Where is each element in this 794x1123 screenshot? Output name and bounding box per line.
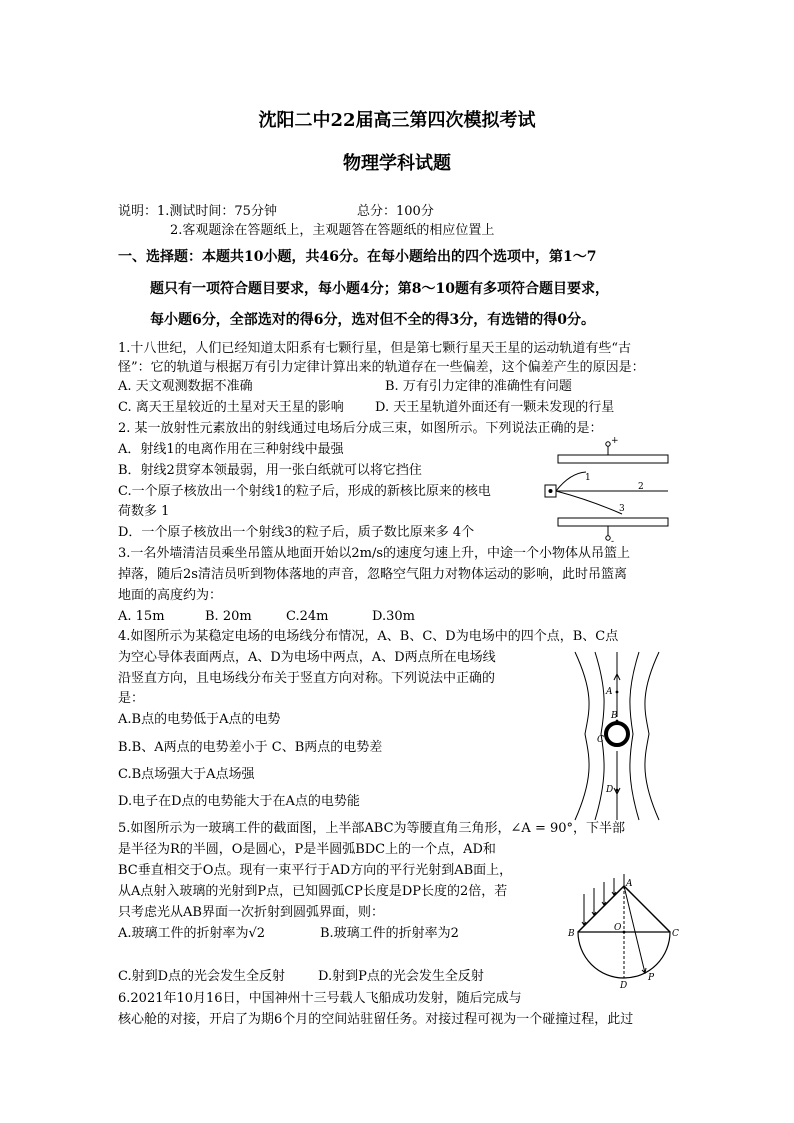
q4-option-b: B.B、A两点的电势差小于 C、B两点的电势差 xyxy=(118,740,383,755)
q1-option-c: C. 离天王星较近的土星对天王星的影响 xyxy=(118,400,344,415)
q5-glass-prism-figure xyxy=(566,880,681,992)
q2-ray3-label: 3 xyxy=(619,504,625,514)
q4-stem-line2: 为空心导体表面两点，A、D为电场中两点，A、D两点所在电场线 xyxy=(118,650,496,665)
q2-ray2-label: 2 xyxy=(638,482,644,492)
q3-option-d: D.30m xyxy=(372,609,415,624)
q5-option-a: A.玻璃工件的折射率为√2 xyxy=(118,926,266,941)
q6-stem-line1: 6.2021年10月16日，中国神州十三号载人飞船成功发射，随后完成与 xyxy=(118,991,522,1006)
q5-point-a: A xyxy=(626,879,633,889)
q6-stem-line2: 核心舱的对接，开启了为期6个月的空间站驻留任务。对接过程可视为一个碰撞过程，此过 xyxy=(118,1012,634,1027)
q5-option-c: C.射到D点的光会发生全反射 xyxy=(118,969,286,984)
q4-option-a: A.B点的电势低于A点的电势 xyxy=(118,712,281,727)
exam-subtitle: 物理学科试题 xyxy=(343,153,451,174)
q1-option-a: A. 天文观测数据不准确 xyxy=(118,379,253,394)
q1-option-b: B. 万有引力定律的准确性有问题 xyxy=(385,379,572,394)
q4-option-d: D.电子在D点的电势能大于在A点的电势能 xyxy=(118,794,360,809)
q5-option-b: B.玻璃工件的折射率为2 xyxy=(320,926,459,941)
q5-point-c: C xyxy=(672,929,679,939)
q2-option-c-line1: C.一个原子核放出一个射线1的粒子后，形成的新核比原来的核电 xyxy=(118,484,491,499)
q2-radiation-figure xyxy=(540,436,670,548)
q5-stem-line5: 只考虑光从AB界面一次折射到圆弧界面，则： xyxy=(118,905,384,920)
q5-stem-line1: 5.如图所示为一玻璃工件的截面图，上半部ABC为等腰直角三角形，∠A = 90°，下半部 xyxy=(118,821,626,836)
q3-stem-line2: 掉落，随后2s清洁员听到物体落地的声音，忽略空气阻力对物体运动的影响，此时吊篮离 xyxy=(118,567,627,582)
q4-point-d: D xyxy=(606,785,614,795)
q5-stem-line2: 是半径为R的半圆，O是圆心，P是半圆弧BDC上的一个点，AD和 xyxy=(118,842,496,857)
q4-option-c: C.B点场强大于A点场强 xyxy=(118,767,255,782)
q2-minus-label: - xyxy=(611,537,615,547)
q3-stem-line1: 3.一名外墙清洁员乘坐吊篮从地面开始以2m/s的速度匀速上升，中途一个小物体从吊篮上 xyxy=(118,546,631,561)
q3-stem-line3: 地面的高度约为： xyxy=(118,588,223,603)
instructions-total: 总分：100分 xyxy=(357,204,434,219)
q5-point-b: B xyxy=(568,929,575,939)
q1-stem-line1: 1.十八世纪，人们已经知道太阳系有七颗行星，但是第七颗行星天王星的运动轨道有些“古 xyxy=(118,341,632,356)
q4-point-c: C xyxy=(597,735,604,745)
q2-plus-label: + xyxy=(611,436,619,446)
q4-stem-line4: 是： xyxy=(118,691,145,706)
q2-option-c-line2: 荷数多 1 xyxy=(118,504,170,519)
q5-stem-line4: 从A点射入玻璃的光射到P点，已知圆弧CP长度是DP长度的2倍，若 xyxy=(118,884,508,899)
q5-point-p: P xyxy=(648,973,655,983)
q3-option-c: C.24m xyxy=(286,609,329,624)
q2-stem: 2. 某一放射性元素放出的射线通过电场后分成三束，如图所示。下列说法正确的是： xyxy=(118,421,603,436)
q3-option-b: B. 20m xyxy=(205,609,252,624)
q3-option-a: A. 15m xyxy=(118,609,165,624)
section-heading-line2: 题只有一项符合题目要求，每小题4分；第8～10题有多项符合题目要求， xyxy=(150,281,609,297)
q4-stem-line3: 沿竖直方向，且电场线分布关于竖直方向对称。下列说法中正确的 xyxy=(118,671,496,686)
q5-point-o: O xyxy=(614,923,622,933)
q5-point-d: D xyxy=(620,981,628,991)
q2-ray1-label: 1 xyxy=(585,473,591,483)
q5-stem-line3: BC垂直相交于O点。现有一束平行于AD方向的平行光射到AB面上， xyxy=(118,863,513,878)
q4-stem-line1: 4.如图所示为某稳定电场的电场线分布情况，A、B、C、D为电场中的四个点，B、C点 xyxy=(118,629,619,644)
q2-option-a: A．射线1的电离作用在三种射线中最强 xyxy=(118,442,344,457)
q2-option-b: B．射线2贯穿本领最弱，用一张白纸就可以将它挡住 xyxy=(118,463,422,478)
q4-electric-field-figure xyxy=(565,650,675,822)
q5-option-d: D.射到P点的光会发生全反射 xyxy=(318,969,484,984)
q1-stem-line2: 怪”：它的轨道与根据万有引力定律计算出来的轨道存在一些偏差，这个偏差产生的原因是： xyxy=(118,360,645,375)
instructions-line1: 说明：1.测试时间：75分钟 xyxy=(118,204,277,219)
section-heading-line3: 每小题6分，全部选对的得6分，选对但不全的得3分，有选错的得0分。 xyxy=(150,312,595,328)
q2-option-d: D．一个原子核放出一个射线3的粒子后，质子数比原来多 4个 xyxy=(118,525,475,540)
q4-point-a: A xyxy=(606,687,613,697)
section-heading-line1: 一、选择题：本题共10小题，共46分。在每小题给出的四个选项中，第1～7 xyxy=(118,249,597,265)
exam-title: 沈阳二中22届高三第四次模拟考试 xyxy=(258,110,536,131)
q4-point-b: B xyxy=(611,711,618,721)
instructions-line2: 2.客观题涂在答题纸上，主观题答在答题纸的相应位置上 xyxy=(170,223,495,238)
q1-option-d: D. 天王星轨道外面还有一颗未发现的行星 xyxy=(375,400,615,415)
